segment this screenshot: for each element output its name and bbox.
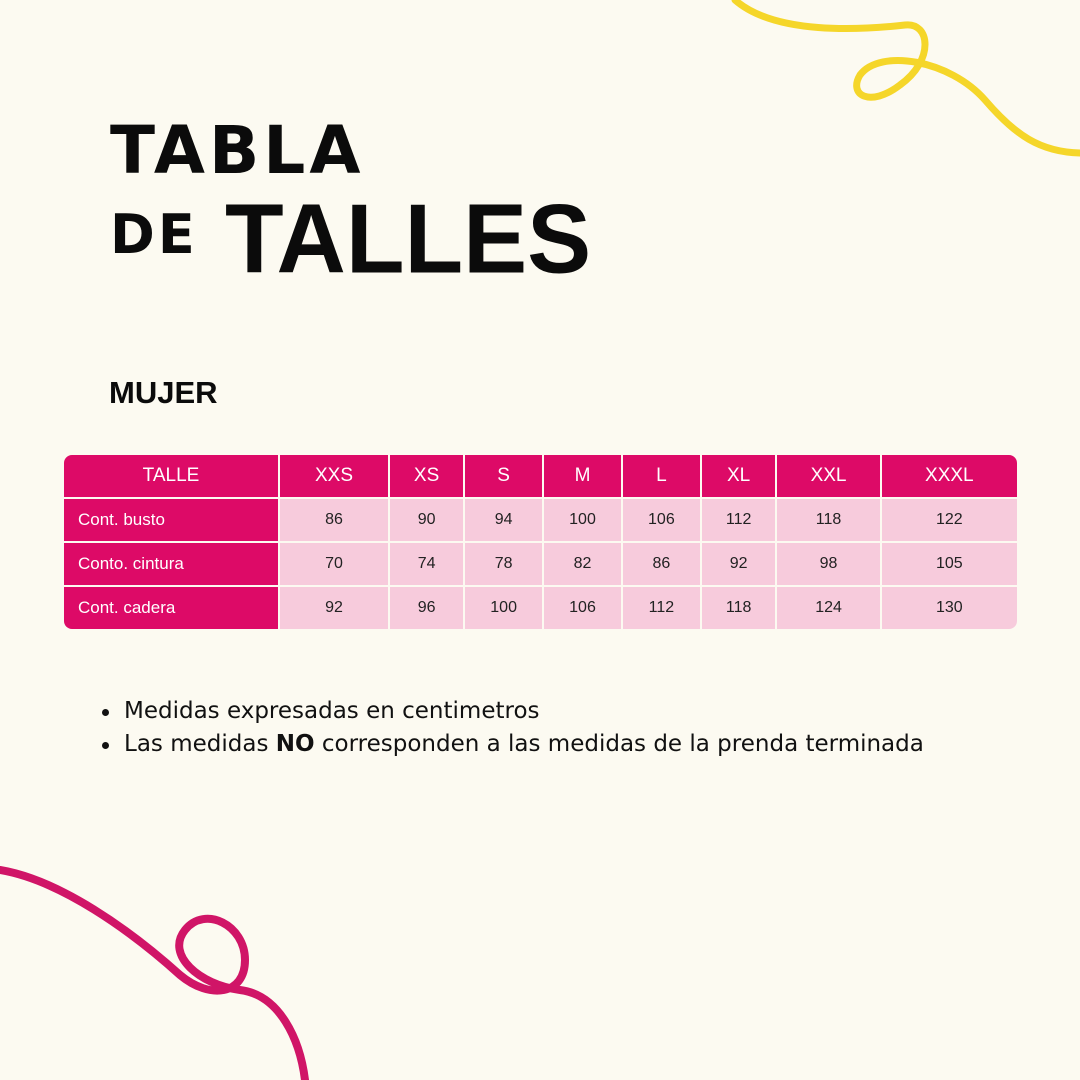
note-text: Las medidas bbox=[124, 731, 276, 757]
header-talle: TALLE bbox=[64, 455, 279, 498]
table-row bbox=[64, 542, 1017, 586]
table-cell: 118 bbox=[776, 498, 880, 542]
table-cell: 90 bbox=[389, 498, 464, 542]
table-cell: 124 bbox=[776, 586, 880, 629]
table-cell: 92 bbox=[701, 542, 777, 586]
title-de: DE bbox=[110, 203, 198, 266]
header-size: XS bbox=[389, 455, 464, 498]
header-size: XXL bbox=[776, 455, 880, 498]
header-size: XXS bbox=[279, 455, 389, 498]
yellow-swirl bbox=[735, 0, 1080, 153]
table-cell: 130 bbox=[881, 586, 1017, 629]
table-row bbox=[64, 498, 1017, 542]
table-cell: 112 bbox=[701, 498, 777, 542]
table-cell: 74 bbox=[389, 542, 464, 586]
table-cell: 96 bbox=[389, 586, 464, 629]
table-cell: 100 bbox=[543, 498, 622, 542]
row-label: Cont. cadera bbox=[64, 586, 279, 629]
table-cell: 100 bbox=[464, 586, 543, 629]
table-row bbox=[64, 586, 1017, 629]
note-item bbox=[100, 695, 924, 728]
table-cell: 106 bbox=[622, 498, 701, 542]
table-cell: 106 bbox=[543, 586, 622, 629]
table-cell: 70 bbox=[279, 542, 389, 586]
header-size: XL bbox=[701, 455, 777, 498]
title-tabla: TABLA bbox=[110, 112, 365, 189]
section-subtitle: MUJER bbox=[109, 375, 218, 410]
table-cell: 92 bbox=[279, 586, 389, 629]
header-size: XXXL bbox=[881, 455, 1017, 498]
table-header-row bbox=[64, 455, 1017, 498]
note-item bbox=[100, 728, 924, 761]
note-text: Medidas expresadas en centimetros bbox=[124, 698, 540, 724]
note-text: corresponden a las medidas de la prenda terminada bbox=[314, 731, 924, 757]
size-table bbox=[64, 455, 1017, 629]
header-size: S bbox=[464, 455, 543, 498]
table-cell: 94 bbox=[464, 498, 543, 542]
table-cell: 78 bbox=[464, 542, 543, 586]
header-size: L bbox=[622, 455, 701, 498]
table-cell: 105 bbox=[881, 542, 1017, 586]
notes-list bbox=[100, 695, 924, 761]
header-size: M bbox=[543, 455, 622, 498]
pink-swirl bbox=[0, 870, 305, 1080]
table-cell: 118 bbox=[701, 586, 777, 629]
table-cell: 86 bbox=[279, 498, 389, 542]
note-emphasis: NO bbox=[275, 731, 315, 757]
table-cell: 86 bbox=[622, 542, 701, 586]
row-label: Cont. busto bbox=[64, 498, 279, 542]
table-cell: 98 bbox=[776, 542, 880, 586]
table-cell: 82 bbox=[543, 542, 622, 586]
table-cell: 122 bbox=[881, 498, 1017, 542]
title-talles: TALLES bbox=[225, 184, 592, 295]
table-cell: 112 bbox=[622, 586, 701, 629]
row-label: Conto. cintura bbox=[64, 542, 279, 586]
